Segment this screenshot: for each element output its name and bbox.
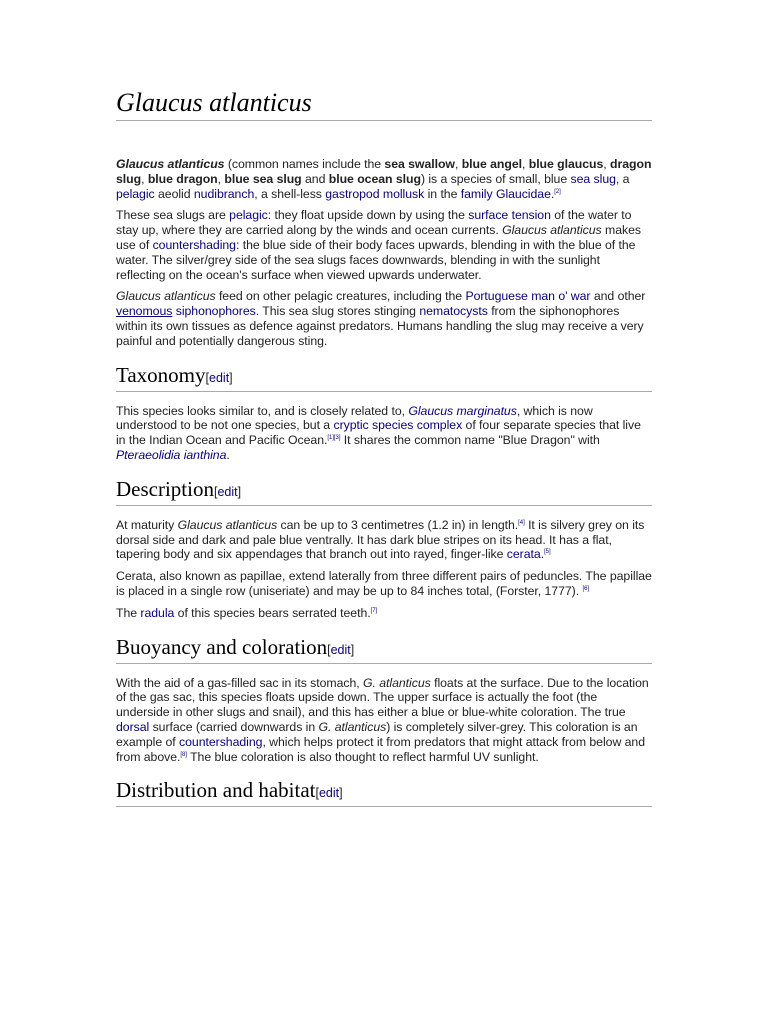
link-surface-tension[interactable]: surface tension [468, 208, 551, 223]
citation[interactable]: [6] [582, 585, 589, 592]
citation[interactable]: [4] [518, 519, 525, 526]
link-gastropod[interactable]: gastropod [325, 186, 380, 201]
citation[interactable]: [8] [180, 751, 187, 758]
citation[interactable]: [7] [370, 607, 378, 614]
link-nudibranch[interactable]: nudibranch [193, 186, 255, 201]
link-radula[interactable]: radula [140, 605, 175, 620]
link-pelagic[interactable]: pelagic [116, 186, 155, 201]
link-pelagic-2[interactable]: pelagic [229, 208, 268, 223]
edit-link-buoyancy[interactable]: edit [330, 642, 351, 657]
intro-paragraph-1: Glaucus atlanticus (common names include the sea swallow, blue angel, blue glaucus, dragon slug, blue dragon, blue sea slug and blue ocean slug) is a species of small, blue sea slug, a pelagic aeolid nudibranch, a shell-less gastropod mollusk in the family Glaucidae.[2] [116, 157, 652, 201]
description-paragraph-2: Cerata, also known as papillae, extend laterally from three different pairs of peduncles. The papillae is placed in a single row (uniseriate) and may be up to 84 inches total, (Forster, 1777). [6] [116, 569, 652, 598]
link-glaucidae[interactable]: Glaucidae [495, 186, 551, 201]
link-mollusk[interactable]: mollusk [382, 186, 425, 201]
link-pteraeolidia-ianthina[interactable]: Pteraeolidia ianthina [116, 447, 227, 462]
link-glaucus-marginatus[interactable]: Glaucus marginatus [408, 403, 517, 418]
link-countershading-2[interactable]: countershading [179, 734, 263, 749]
intro-paragraph-2: These sea slugs are pelagic: they float upside down by using the surface tension of the water to stay up, where they are carried along by the winds and ocean currents. Glaucus atlanticus makes use of countershading: the blue side of their body faces upwards, blending in with the blue of the water. The silver/grey side of the sea slugs faces downwards, blending in with the sunlight reflecting on the ocean's surface when viewed upwards underwater. [116, 208, 641, 282]
edit-link-description[interactable]: edit [217, 484, 238, 499]
intro-paragraph-3: Glaucus atlanticus feed on other pelagic creatures, including the Portuguese man o' war and other venomous siphonophores. This sea slug stores stinging nematocysts from the siphonophores within its own tissues as defence against predators. Humans handling the slug may receive a very painful and potentially dangerous sting. [116, 289, 646, 348]
link-countershading[interactable]: countershading [152, 237, 236, 252]
heading-buoyancy: Buoyancy and coloration[edit] [116, 635, 652, 664]
link-siphonophores[interactable]: siphonophores [175, 304, 256, 319]
link-portuguese-man-o-war[interactable]: Portuguese man o' war [465, 289, 591, 304]
citation[interactable]: [2] [554, 188, 561, 195]
taxonomy-paragraph: This species looks similar to, and is closely related to, Glaucus marginatus, which is now understood to be not one species, but a cryptic species complex of four separate species that live in the Indian Ocean and Pacific Ocean.[1][3] It shares the common name "Blue Dragon" with Pteraeolidia ianthina. [116, 403, 641, 462]
link-venomous[interactable]: venomous [116, 304, 173, 319]
edit-link-taxonomy[interactable]: edit [209, 370, 230, 385]
link-cerata[interactable]: cerata [506, 547, 541, 562]
heading-distribution: Distribution and habitat[edit] [116, 778, 652, 807]
edit-link-distribution[interactable]: edit [318, 786, 340, 801]
page-title: Glaucus atlanticus [116, 88, 652, 121]
description-paragraph-1: At maturity Glaucus atlanticus can be up to 3 centimetres (1.2 in) in length.[4] It is silvery grey on its dorsal side and dark and pale blue ventrally. It has dark blue stripes on its head. It has a flat, tapering body and six appendages that branch out into rayed, finger-like cerata.[5] [116, 517, 645, 562]
description-paragraph-3: The radula of this species bears serrated teeth.[7] [116, 605, 378, 620]
link-dorsal[interactable]: dorsal [116, 719, 150, 734]
article [116, 88, 652, 819]
link-sea-slug[interactable]: sea slug [570, 171, 616, 186]
heading-taxonomy: Taxonomy[edit] [116, 363, 652, 392]
citation[interactable]: [5] [544, 549, 551, 556]
link-nematocysts[interactable]: nematocysts [419, 304, 488, 319]
citation[interactable]: [1][3] [327, 435, 341, 442]
heading-description: Description[edit] [116, 477, 652, 506]
buoyancy-paragraph: With the aid of a gas-filled sac in its stomach, G. atlanticus floats at the surface. Due to the location of the gas sac, this species floats upside down. The upper surface is actually the foot (the underside in other slugs and snail), and this has either a blue or blue-white coloration. The true dorsal surface (carried downwards in G. atlanticus) is completely silver-grey. This coloration is an example of countershading, which helps protect it from predators that might attack from below and from above.[8] The blue coloration is also thought to reflect harmful UV sunlight. [116, 675, 649, 764]
link-family[interactable]: family [460, 186, 493, 201]
link-cryptic-species-complex[interactable]: cryptic species complex [333, 418, 463, 433]
